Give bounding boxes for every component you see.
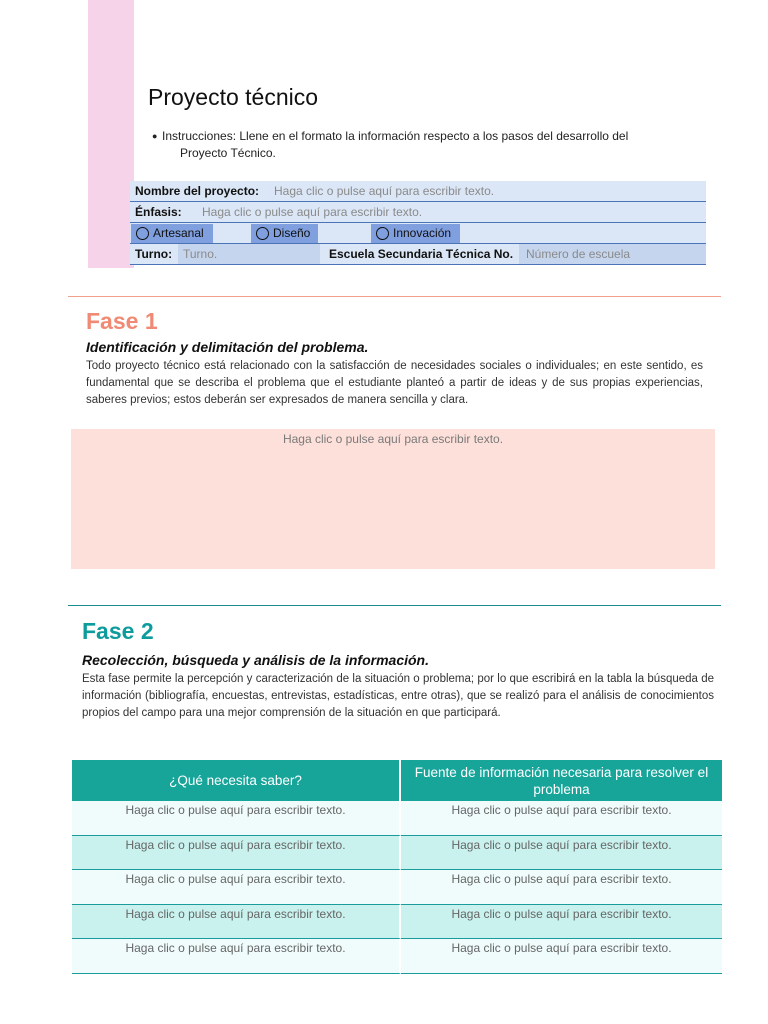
school-label: Escuela Secundaria Técnica No. [329,247,514,261]
shift-school-row [130,244,706,265]
fase2-paragraph: Esta fase permite la percepción y caracterización de la situación o problema; por lo que escribirá en la tabla la búsqueda de información (bibliografía, encuestas, entrevistas, estadísticas, entre otras), que se realizó para el análisis de conocimientos propios del campo para una mejor comprensión de la situación en que participará. [82,673,714,719]
table-row [72,870,722,905]
option-artesanal[interactable] [131,224,213,243]
fase2-heading: Fase 2 [82,618,154,644]
fase2-subtitle: Recolección, búsqueda y análisis de la información. [82,652,429,668]
table-cell-need[interactable]: Haga clic o pulse aquí para escribir texto. [72,836,401,871]
emphasis-row [130,202,706,223]
option-innovacion-label: Innovación [393,226,452,240]
table-cell-source[interactable]: Haga clic o pulse aquí para escribir texto. [401,939,722,974]
shift-field[interactable]: Turno. [183,247,218,261]
radio-circle-icon [256,227,269,240]
table-row [72,905,722,940]
header-what-to-know: ¿Qué necesita saber? [72,760,401,801]
table-row [72,801,722,836]
project-form [130,181,706,265]
page-title: Proyecto técnico [148,84,319,110]
table-cell-source[interactable]: Haga clic o pulse aquí para escribir texto. [401,870,722,905]
table-header-row [72,760,722,801]
table-cell-need[interactable]: Haga clic o pulse aquí para escribir texto. [72,801,401,836]
option-diseno[interactable] [251,224,318,243]
header-information-source: Fuente de información necesaria para resolver el problema [401,760,722,801]
project-name-label: Nombre del proyecto: [135,184,260,198]
fase1-heading: Fase 1 [86,308,158,334]
shift-label: Turno: [135,247,173,261]
option-diseno-label: Diseño [273,226,311,240]
project-name-field[interactable]: Haga clic o pulse aquí para escribir texto. [274,184,495,198]
fase1-problem-textbox[interactable] [71,429,715,569]
fase1-subtitle: Identificación y delimitación del problema. [86,339,369,355]
school-number-field[interactable]: Número de escuela [526,247,631,261]
emphasis-label: Énfasis: [135,205,182,219]
table-row [72,939,722,974]
radio-circle-icon [376,227,389,240]
fase1-divider [68,296,721,297]
table-cell-need[interactable]: Haga clic o pulse aquí para escribir texto. [72,870,401,905]
fase1-paragraph: Todo proyecto técnico está relacionado con la satisfacción de necesidades sociales o individuales; en este sentido, es fundamental que se describa el problema que el estudiante planteó a partir de ideas y de sus propias experiencias, saberes previos; estos deberán ser expresados de manera sencilla y clara. [86,360,703,406]
emphasis-field[interactable]: Haga clic o pulse aquí para escribir texto. [202,205,423,219]
project-name-row [130,181,706,202]
information-table [72,760,722,974]
emphasis-options-row [130,223,706,244]
table-row [72,836,722,871]
instructions-line-2: Proyecto Técnico. [180,146,276,160]
table-cell-need[interactable]: Haga clic o pulse aquí para escribir texto. [72,939,401,974]
table-cell-source[interactable]: Haga clic o pulse aquí para escribir texto. [401,836,722,871]
instructions-line-1: Instrucciones: Llene en el formato la información respecto a los pasos del desarrollo del [162,129,629,143]
radio-circle-icon [136,227,149,240]
side-accent-bar [88,0,134,268]
fase2-divider [68,605,721,606]
instructions [150,128,685,162]
table-cell-need[interactable]: Haga clic o pulse aquí para escribir texto. [72,905,401,940]
bullet-icon: ● [152,131,158,141]
option-artesanal-label: Artesanal [153,226,204,240]
option-innovacion[interactable] [371,224,460,243]
table-cell-source[interactable]: Haga clic o pulse aquí para escribir texto. [401,905,722,940]
fase1-problem-placeholder: Haga clic o pulse aquí para escribir texto. [282,432,504,446]
table-cell-source[interactable]: Haga clic o pulse aquí para escribir texto. [401,801,722,836]
